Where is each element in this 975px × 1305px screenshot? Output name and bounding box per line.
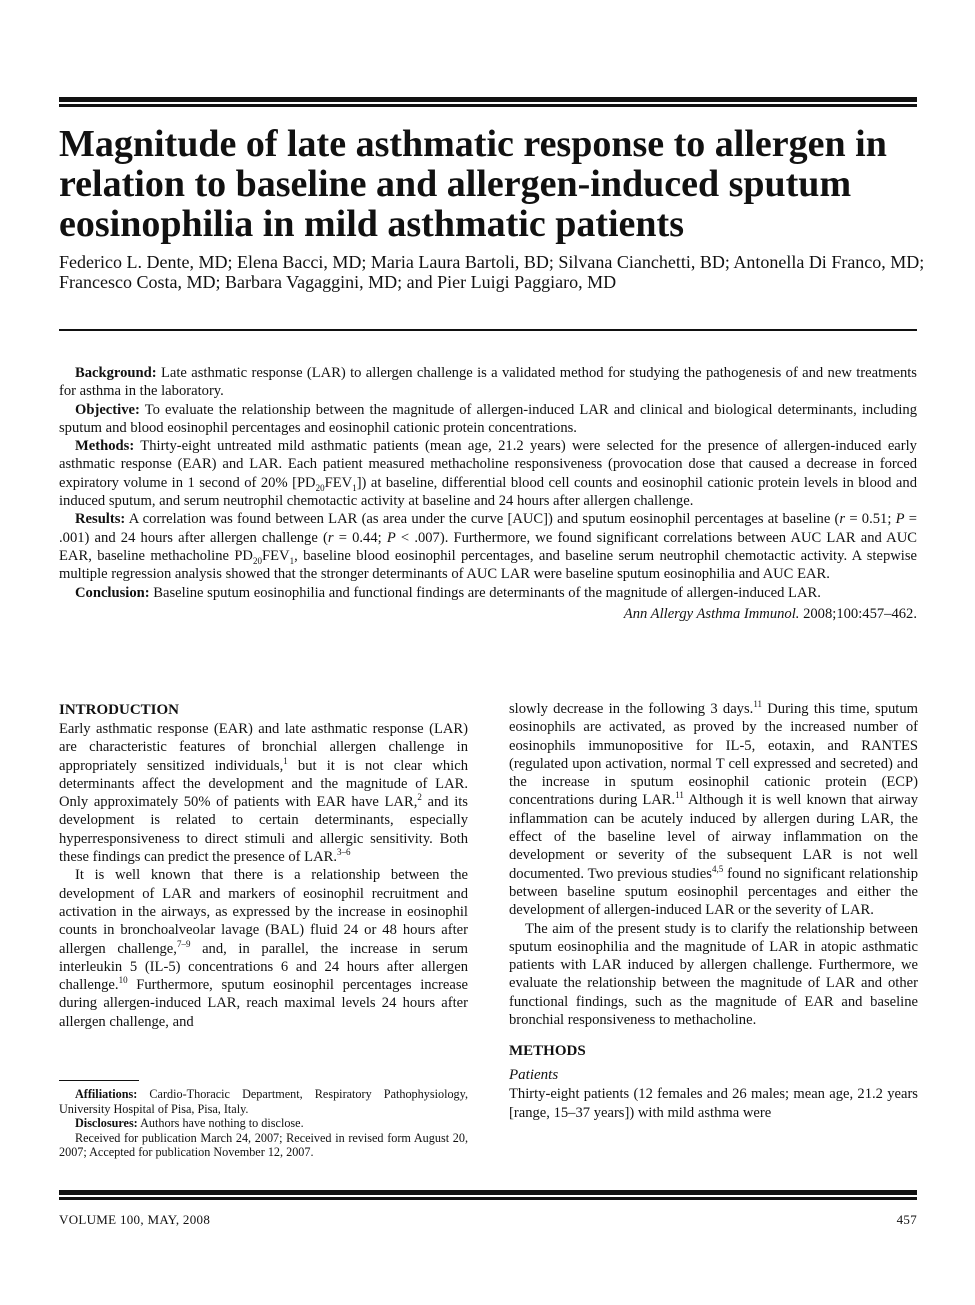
methods-label: Methods: [75,438,135,455]
abstract-objective: Objective: To evaluate the relationship between the magnitude of allergen-induced LAR and clinical and biological determinants, including sputum and blood eosinophil percentages and eosinophil cationic protein concentrations. [59,401,918,436]
footnote-divider [59,1080,139,1081]
abstract [59,364,917,623]
footnote-disclosures: Disclosures: Authors have nothing to disclose. [75,1116,304,1131]
left-column [59,700,468,1031]
page-number: 457 [896,1212,917,1227]
objective-label: Objective: [75,401,140,418]
conclusion-label: Conclusion: [75,584,150,601]
abstract-background: Background: Late asthmatic response (LAR) to allergen challenge is a validated method for studying the pathogenesis of and new treatments for asthma in the laboratory. [59,365,917,400]
intro-paragraph-2: It is well known that there is a relationship between the development of LAR and markers of eosinophil recruitment and activation in the airways, as expressed by the increase in eosinophil counts in bronchoalveolar lavage (BAL) fluid 24 or 48 hours after allergen challenge,$^{7-9}$ and, in parallel, the increase in serum interleukin 5 (IL-5) concentrations 6 and 24 hours after allergen challenge.$^{10}$ Furthermore, sputum eosinophil percentages increase during allergen-induced LAR, reach maximal levels 24 hours after allergen challenge, and [59,867,468,1030]
article-title: Magnitude of late asthmatic response to allergen in relation to baseline and allergen-induced sputum eosinophilia in mild asthmatic patients [59,123,887,245]
footnotes [59,1087,468,1160]
top-rule-secondary [59,104,917,107]
patients-subheading: Patients [509,1067,559,1084]
abstract-results: Results: A correlation was found between LAR (as area under the curve [AUC]) and sputum eosinophil percentages at baseline (r = 0.51; P = .001) and 24 hours after allergen challenge (r = 0.44; P < .007). Furthermore, we found significant correlations between AUC LAR and AUC EAR, baseline methacholine $PD_{20}FEV_1$, baseline blood eosinophil percentages, and baseline serum neutrophil chemotactic activity. A stepwise multiple regression analysis showed that the stronger determinants of AUC LAR were baseline sputum eosinophilia and AUC EAR. [59,511,918,583]
right-column [509,700,918,1122]
body-paragraph-continued: slowly decrease in the following 3 days.$^{11}$ During this time, sputum eosinophils are activated, as proved by the increased number of eosinophils immunopositive for IL-5, eotaxin, and RANTES (regulated upon activation, normal T cell expressed and secreted) and the increase in sputum eosinophil cationic protein (ECP) concentrations during LAR.$^{11}$ Although it is well known that airway inflammation can be acutely induced by allergen during LAR, the effect of the baseline level of airway inflammation on the development or severity of the subsequent LAR is not well documented. Two previous studies$^{4,5}$ found no significant relationship between baseline sputum eosinophil percentages and either the development of allergen-induced LAR or the severity of LAR. [509,699,918,919]
author-list: Federico L. Dente, MD; Elena Bacci, MD; Maria Laura Bartoli, BD; Silvana Cianchetti, BD; Antonella Di Franco, MD; Francesco Costa, MD; Barbara Vagaggini, MD; and Pier Luigi Paggiaro, MD [59,252,925,292]
intro-paragraph-1: Early asthmatic response (EAR) and late asthmatic response (LAR) are characteristic features of bronchial allergen challenge in appropriately sensitized individuals,$^1$ but it is not clear which determinants affect the development and the magnitude of LAR. Only approximately 50% of patients with EAR have LAR,$^2$ and its development is related to certain determinants, especially hyperresponsiveness to direct stimuli and allergic sensitivity. Both these findings can predict the presence of LAR.$^{3-6}$ [59,721,468,866]
bottom-rule [59,1190,917,1195]
header-divider [59,329,917,331]
bottom-rule-secondary [59,1197,917,1200]
citation: Ann Allergy Asthma Immunol. 2008;100:457–462. [623,605,917,622]
results-label: Results: [75,511,126,528]
abstract-methods: Methods: Thirty-eight untreated mild asthmatic patients (mean age, 21.2 years) were selected for the presence of allergen-induced early asthmatic response (EAR) and LAR. Each patient measured methacholine responsiveness (provocation dose that caused a decrease in forced expiratory volume in 1 second of 20% $[PD_{20}FEV_1]$) at baseline, differential blood cell counts and eosinophil cationic protein levels in blood and induced sputum, and serum neutrophil chemotactic activity at baseline and 24 hours after allergen challenge. [59,438,917,510]
introduction-heading: INTRODUCTION [59,702,180,718]
abstract-conclusion: Conclusion: Baseline sputum eosinophilia and functional findings are determinants of the magnitude of allergen-induced LAR. [75,584,821,601]
background-label: Background: [75,365,157,381]
top-rule [59,97,917,102]
patients-paragraph: Thirty-eight patients (12 females and 26 males; mean age, 21.2 years [range, 15–37 years]) with mild asthma were [509,1086,918,1121]
aim-paragraph: The aim of the present study is to clarify the relationship between sputum eosinophilia and the magnitude of LAR in atopic asthmatic patients with LAR induced by allergen challenge. Furthermore, we evaluate the relationship between the magnitude of LAR and other functional findings, such as the magnitude of EAR and baseline bronchial responsiveness to methacholine. [509,920,918,1029]
footer-volume: VOLUME 100, MAY, 2008 [59,1212,211,1227]
methods-heading: METHODS [509,1043,586,1060]
footnote-affiliations: Affiliations: Cardio-Thoracic Department, Respiratory Pathophysiology, University Hospital of Pisa, Pisa, Italy. [59,1087,468,1116]
footnote-received: Received for publication March 24, 2007; Received in revised form August 20, 2007; Accepted for publication November 12, 2007. [59,1130,468,1160]
